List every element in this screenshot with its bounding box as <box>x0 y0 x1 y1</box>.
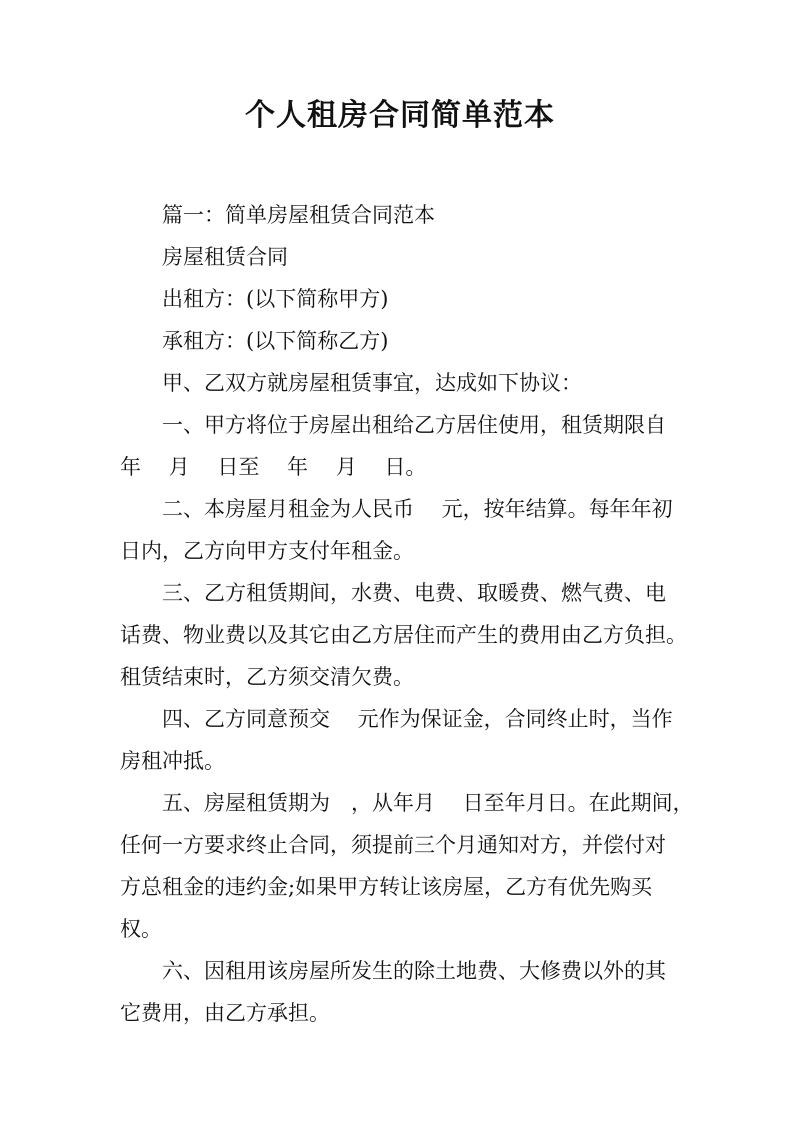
paragraph-line: 承租方：(以下简称乙方) <box>162 329 389 353</box>
document-title: 个人租房合同简单范本 <box>245 98 555 133</box>
paragraph-line: 四、乙方同意预交 元作为保证金，合同终止时，当作 <box>162 707 673 731</box>
paragraph-line: 方总租金的违约金;如果甲方转让该房屋，乙方有优先购买 <box>120 875 653 899</box>
paragraph-line: 日内，乙方向甲方支付年租金。 <box>120 539 414 563</box>
paragraph-line: 任何一方要求终止合同，须提前三个月通知对方，并偿付对 <box>120 833 666 857</box>
paragraph-line: 三、乙方租赁期间，水费、电费、取暖费、燃气费、电 <box>162 581 666 605</box>
paragraph-line: 篇一：简单房屋租赁合同范本 <box>162 203 435 227</box>
paragraph-line: 房租冲抵。 <box>120 749 225 773</box>
paragraph-line: 话费、物业费以及其它由乙方居住而产生的费用由乙方负担。 <box>120 623 687 647</box>
paragraph-line: 房屋租赁合同 <box>162 245 288 269</box>
paragraph-line: 它费用，由乙方承担。 <box>120 1001 330 1025</box>
paragraph-line: 一、甲方将位于房屋出租给乙方居住使用，租赁期限自 <box>162 413 666 437</box>
paragraph-line: 年 月 日至 年 月 日。 <box>120 455 427 479</box>
paragraph-line: 六、因租用该房屋所发生的除土地费、大修费以外的其 <box>162 959 666 983</box>
paragraph-line: 出租方：(以下简称甲方) <box>162 287 389 311</box>
paragraph-line: 甲、乙双方就房屋租赁事宜，达成如下协议： <box>162 371 582 395</box>
paragraph-line: 二、本房屋月租金为人民币 元，按年结算。每年年初 <box>162 497 673 521</box>
paragraph-line: 五、房屋租赁期为 ，从年月 日至年月日。在此期间， <box>162 791 694 815</box>
paragraph-line: 权。 <box>120 917 162 941</box>
document-body <box>120 194 694 1034</box>
paragraph-line: 租赁结束时，乙方须交清欠费。 <box>120 665 414 689</box>
